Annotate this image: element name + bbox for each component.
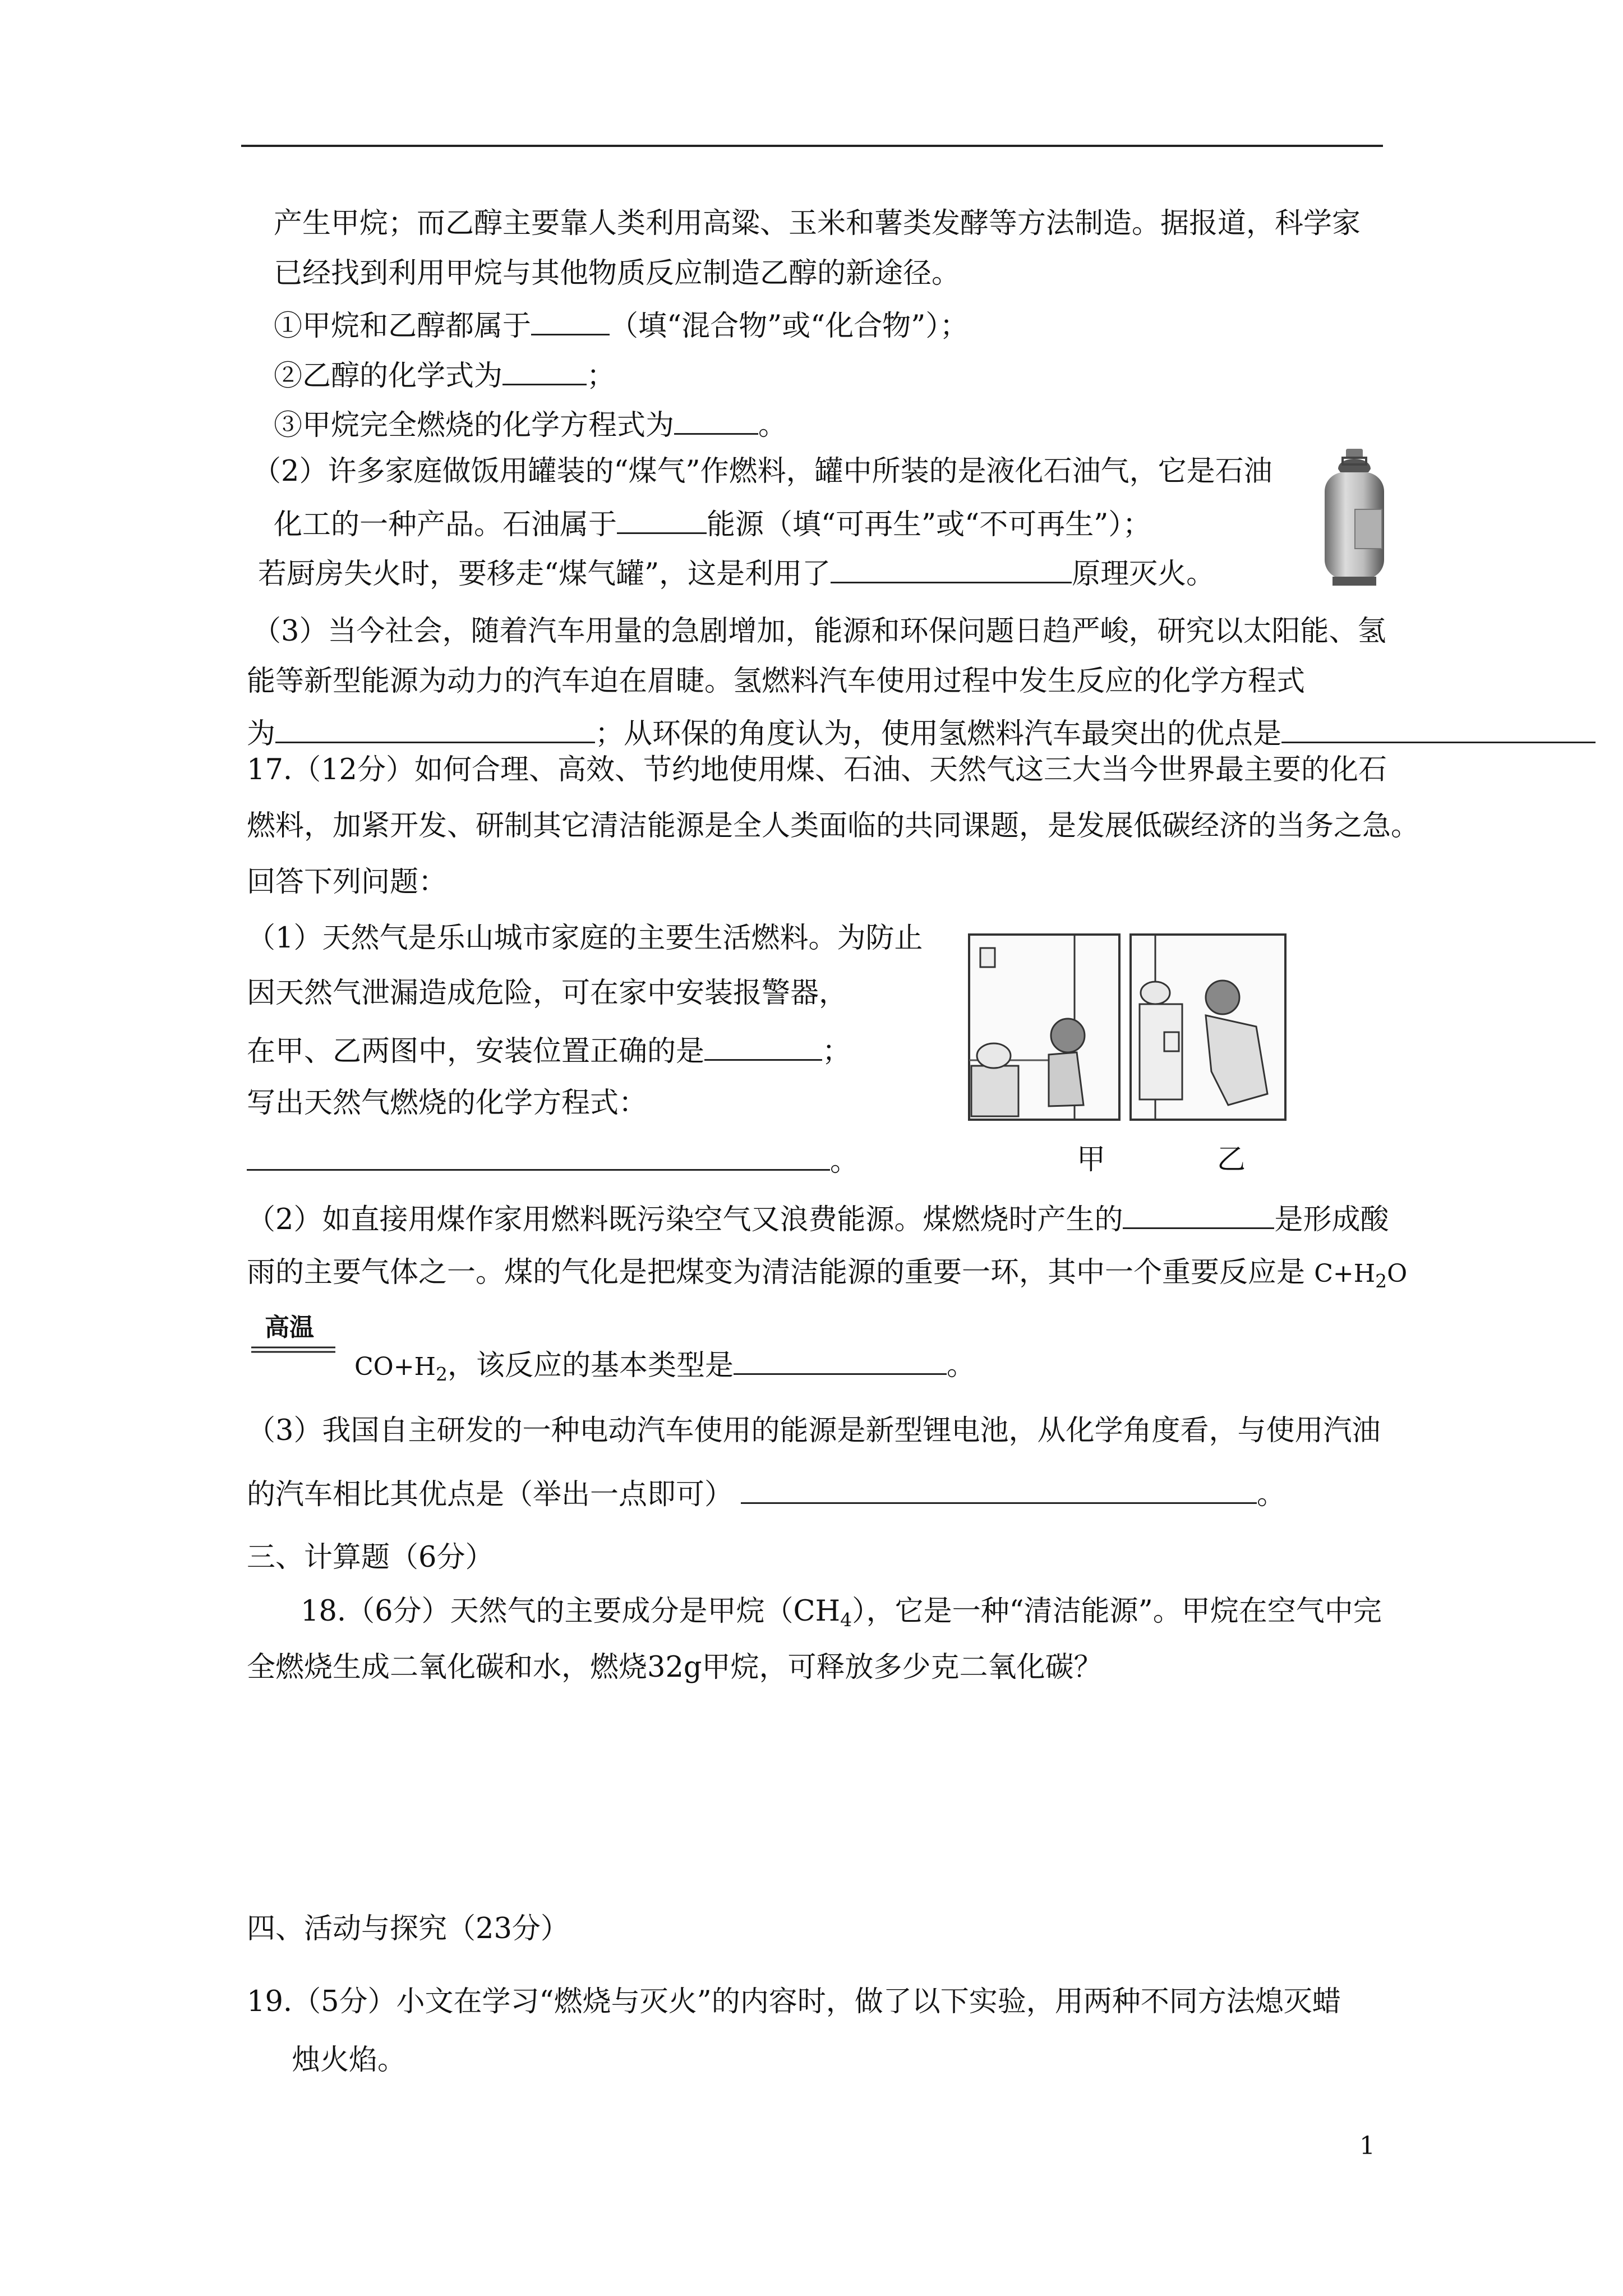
text-line: 回答下列问题： [247,866,448,899]
text: 为 [247,717,276,751]
alarm-icon [1164,1032,1179,1051]
question-line [274,503,1151,544]
section-heading: 四、活动与探究（23分） [247,1912,569,1945]
text: 。 [830,1145,859,1178]
question-line [354,1344,975,1393]
question-line [247,1140,859,1180]
text-line: 烛火焰。 [292,2044,407,2077]
text: 原理灭火。 [1072,558,1215,591]
question-line [274,305,969,345]
answer-blank[interactable] [502,355,587,385]
question-line [247,1254,1407,1300]
text: （填“混合物”或“化合物”）； [610,310,969,343]
text: 的汽车相比其优点是（举出一点即可） [247,1478,734,1511]
text-line: 燃料，加紧开发、研制其它清洁能源是全人类面临的共同课题，是发展低碳经济的当务之急。 [247,809,1420,843]
answer-blank[interactable] [1123,1198,1274,1229]
text-line: 19.（5分）小文在学习“燃烧与灭火”的内容时，做了以下实验，用两种不同方法熄灭蜡 [247,1985,1341,2018]
answer-blank[interactable] [741,1473,1257,1504]
text: 若厨房失火时，要移走“煤气罐”，这是利用了 [258,558,831,591]
text: ； [587,360,616,393]
text: 能源（填“可再生”或“不可再生”）； [707,508,1151,541]
page-number: 1 [1359,2132,1375,2160]
text-line: 全燃烧生成二氧化碳和水，燃烧32g甲烷，可释放多少克二氧化碳？ [247,1651,1103,1684]
question-line [258,553,1215,593]
text: 。 [758,409,787,442]
text-line: 因天然气泄漏造成危险，可在家中安装报警器， [247,977,848,1010]
text: ①甲烷和乙醇都属于 [274,310,532,343]
text: ），它是一种“清洁能源”。甲烷在空气中完 [852,1595,1382,1628]
question-line [301,1593,1382,1639]
gas-alarm-figure [965,931,1290,1128]
text: 18.（6分）天然气的主要成分是甲烷（CH [301,1595,841,1628]
answer-blank[interactable] [247,1140,830,1171]
formula: CO+H [354,1352,436,1381]
answer-blank[interactable] [704,1030,822,1061]
text-line: （2）许多家庭做饭用罐装的“煤气”作燃料，罐中所装的是液化石油气，它是石油 [252,455,1272,488]
text: （2）如直接用煤作家用燃料既污染空气又浪费能源。煤燃烧时产生的 [247,1203,1123,1236]
answer-blank[interactable] [617,503,707,534]
text: 是形成酸 [1274,1203,1389,1236]
text-line: 已经找到利用甲烷与其他物质反应制造乙醇的新途径。 [274,257,961,290]
answer-blank[interactable] [1281,712,1596,743]
formula: O [1387,1259,1408,1288]
subscript: 2 [435,1363,448,1385]
text: ；从环保的角度认为，使用氢燃料汽车最突出的优点是 [595,717,1282,751]
formula: C+H [1314,1259,1376,1288]
alarm-icon [980,948,995,967]
question-line [247,1198,1389,1239]
answer-blank[interactable] [674,404,758,435]
section-heading: 三、计算题（6分） [247,1541,494,1574]
text: ，该反应的基本类型是 [447,1349,734,1382]
question-line [274,355,615,395]
text: 化工的一种产品。石油属于 [274,508,617,541]
figure-label-yi: 乙 [1217,1143,1246,1176]
text: ②乙醇的化学式为 [274,360,503,393]
text-line: 写出天然气燃烧的化学方程式： [247,1087,648,1120]
text-line: （1）天然气是乐山城市家庭的主要生活燃料。为防止 [247,922,923,955]
text: ③甲烷完全燃烧的化学方程式为 [274,409,675,442]
text-line: 17.（12分）如何合理、高效、节约地使用煤、石油、天然气这三大当今世界最主要的化石 [247,753,1387,786]
text-line: （3）当今社会，随着汽车用量的急剧增加，能源和环保问题日趋严峻，研究以太阳能、氢 [252,615,1386,648]
text-line: 产生甲烷；而乙醇主要靠人类利用高粱、玉米和薯类发酵等方法制造。据报道，科学家 [274,207,1361,240]
answer-blank[interactable] [275,712,595,743]
equals-arrow-icon [251,1345,335,1354]
subscript: 4 [840,1609,852,1631]
answer-blank[interactable] [531,305,610,335]
subscript: 2 [1375,1270,1387,1292]
text: 。 [947,1349,976,1382]
text: 雨的主要气体之一。煤的气化是把煤变为清洁能源的重要一环，其中一个重要反应是 [247,1256,1306,1289]
question-line [247,1473,1285,1513]
figure-label-jia: 甲 [1077,1143,1106,1176]
text-line: 能等新型能源为动力的汽车迫在眉睫。氢燃料汽车使用过程中发生反应的化学方程式 [247,665,1306,698]
text: ； [822,1035,851,1068]
text: 在甲、乙两图中，安装位置正确的是 [247,1035,705,1068]
text-line: （3）我国自主研发的一种电动汽车使用的能源是新型锂电池，从化学角度看，与使用汽油 [247,1414,1381,1447]
answer-blank[interactable] [831,553,1072,583]
gas-cylinder-image [1321,448,1387,588]
header-rule [241,145,1383,147]
text: 。 [1257,1478,1286,1511]
kettle-icon [977,1043,1011,1068]
reaction-condition: 高温 [265,1313,314,1342]
kettle-icon [1141,982,1170,1004]
question-line [247,1030,851,1070]
question-line [274,404,787,444]
question-line [247,712,1596,753]
answer-blank[interactable] [734,1344,947,1375]
